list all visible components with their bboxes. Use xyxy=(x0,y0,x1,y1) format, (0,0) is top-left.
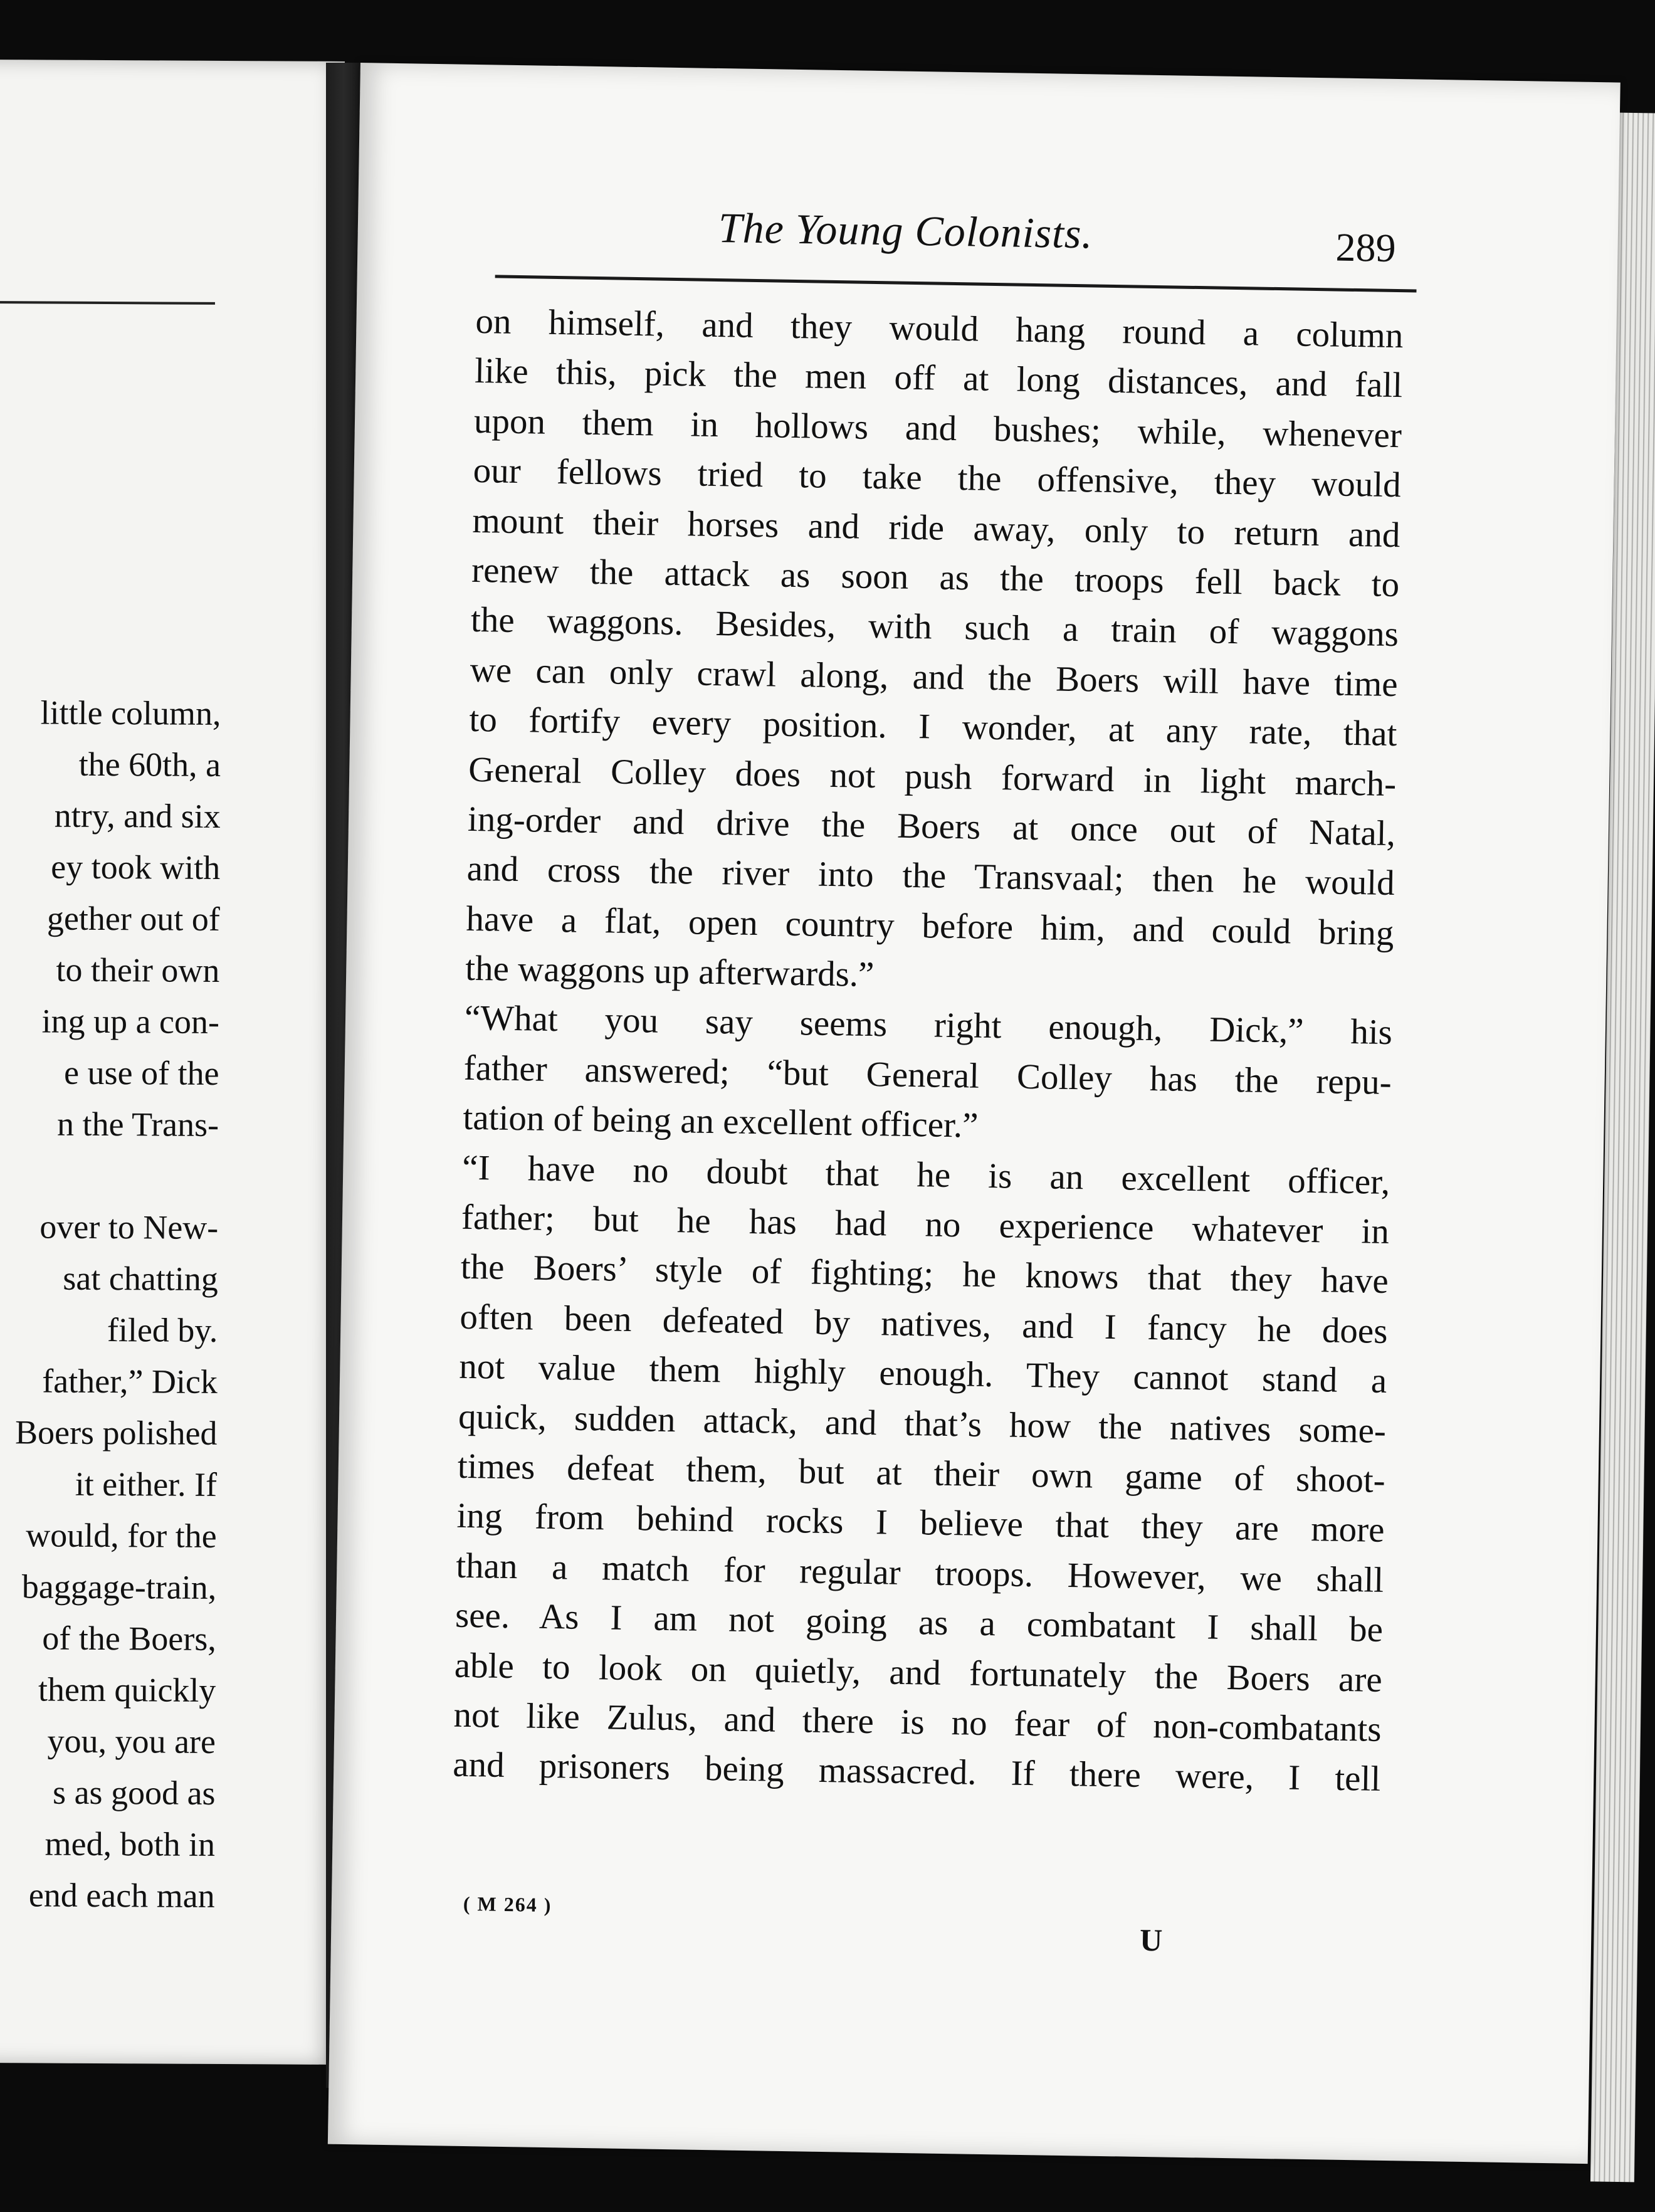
text-line: father; but he has had no experience whatever in xyxy=(461,1197,1390,1252)
left-line: father,” Dick xyxy=(42,1362,218,1401)
left-line: the 60th, a xyxy=(78,745,221,784)
text-line: tation of being an excellent officer.” xyxy=(463,1098,979,1146)
text-line: and prisoners being massacred. If there were, I tell xyxy=(452,1744,1381,1799)
left-line: n the Trans- xyxy=(56,1105,219,1144)
left-line: to their own xyxy=(56,951,220,989)
text-line: upon them in hollows and bushes; while, whenever xyxy=(473,401,1402,455)
page-number: 289 xyxy=(1335,224,1397,270)
left-line: them quickly xyxy=(38,1670,216,1709)
left-line: filed by. xyxy=(107,1311,218,1349)
left-line: would, for the xyxy=(26,1516,217,1555)
text-line: able to look on quietly, and fortunately the Boers are xyxy=(454,1645,1383,1700)
left-line: over to New- xyxy=(39,1208,219,1246)
text-line: we can only crawl along, and the Boers will have time xyxy=(470,650,1399,704)
left-line: you, you are xyxy=(47,1722,216,1761)
text-line: the waggons up afterwards.” xyxy=(465,948,875,995)
left-line: sat chatting xyxy=(63,1259,218,1298)
body-text xyxy=(453,297,1404,1804)
text-line: father answered; “but General Colley has the repu- xyxy=(463,1048,1392,1102)
text-line: mount their horses and ride away, only to return and xyxy=(472,500,1400,555)
left-line: end each man xyxy=(28,1876,215,1915)
left-line: ing up a con- xyxy=(41,1002,220,1041)
left-line: ey took with xyxy=(51,848,221,887)
text-line: and cross the river into the Transvaal; then he would xyxy=(466,849,1395,903)
text-line: quick, sudden attack, and that’s how the natives some- xyxy=(458,1396,1387,1451)
page-header xyxy=(495,199,1424,283)
text-line: to fortify every position. I wonder, at any rate, that xyxy=(469,699,1397,754)
left-line: e use of the xyxy=(63,1053,219,1092)
left-line: s as good as xyxy=(52,1773,216,1812)
left-line: gether out of xyxy=(46,899,220,938)
text-line: our fellows tried to take the offensive, they would xyxy=(473,451,1402,505)
text-line: General Colley does not push forward in light march- xyxy=(468,749,1397,804)
text-line: have a flat, open country before him, and could bring xyxy=(466,898,1394,953)
left-page xyxy=(0,60,345,2065)
text-line: renew the attack as soon as the troops fell back to xyxy=(471,550,1400,605)
text-line: not value them highly enough. They cannot stand a xyxy=(458,1346,1387,1401)
text-line: “What you say seems right enough, Dick,” his xyxy=(464,998,1393,1053)
left-line: ntry, and six xyxy=(54,796,221,835)
text-line: not like Zulus, and there is no fear of non-combatants xyxy=(453,1695,1382,1749)
text-line: ing-order and drive the Boers at once out of Natal, xyxy=(467,799,1396,853)
left-line: it either. If xyxy=(75,1465,218,1504)
text-line: like this, pick the men off at long distances, and fall xyxy=(474,351,1403,406)
text-line: the Boers’ style of fighting; he knows that they have xyxy=(460,1247,1389,1302)
printer-signature-mark: ( M 264 ) xyxy=(463,1892,552,1917)
right-page xyxy=(328,63,1621,2164)
text-line: than a match for regular troops. However, we shall xyxy=(455,1546,1384,1600)
text-line: ing from behind rocks I believe that they are more xyxy=(456,1496,1385,1551)
left-line: Boers polished xyxy=(14,1413,218,1452)
left-line: little column, xyxy=(40,693,221,732)
signature-letter: U xyxy=(1139,1922,1163,1958)
text-line: the waggons. Besides, with such a train of waggons xyxy=(470,600,1399,655)
left-page-text xyxy=(0,687,221,1922)
text-line: on himself, and they would hang round a column xyxy=(475,301,1404,356)
running-title: The Young Colonists. xyxy=(718,204,1094,258)
left-line: baggage-train, xyxy=(21,1567,217,1606)
text-line: often been defeated by natives, and I fancy he does xyxy=(460,1297,1388,1351)
left-line: of the Boers, xyxy=(42,1619,216,1658)
text-line: times defeat them, but at their own game of shoot- xyxy=(457,1446,1386,1500)
left-line xyxy=(0,1149,219,1202)
left-header-rule xyxy=(0,301,215,305)
text-line: see. As I am not going as a combatant I shall be xyxy=(454,1595,1384,1650)
left-line: med, both in xyxy=(45,1825,216,1863)
text-line: “I have no doubt that he is an excellent officer, xyxy=(461,1147,1390,1202)
